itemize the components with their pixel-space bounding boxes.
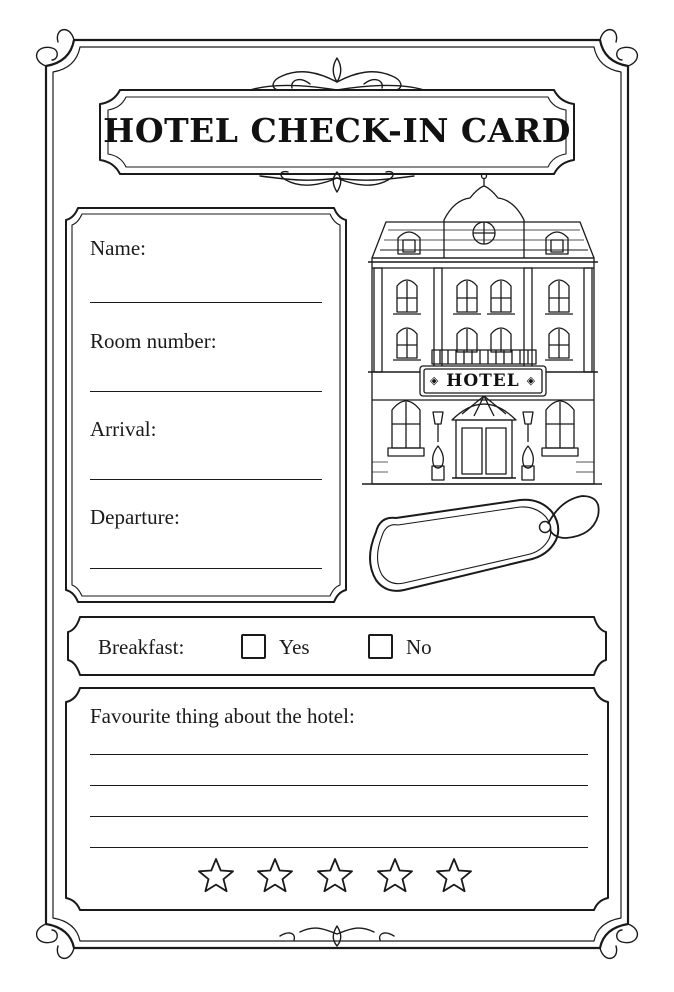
breakfast-no-checkbox[interactable]: [368, 634, 393, 659]
hotel-sign-text: HOTEL: [446, 371, 520, 391]
departure-field[interactable]: [90, 568, 322, 569]
page-title: HOTEL CHECK-IN CARD: [103, 111, 571, 150]
departure-label: Departure:: [90, 505, 180, 529]
flourish-icon: [37, 30, 638, 959]
name-field[interactable]: [90, 302, 322, 303]
bottom-ornament: [280, 926, 394, 946]
favourite-line-2[interactable]: [90, 785, 588, 786]
favourite-line-4[interactable]: [90, 847, 588, 848]
arrival-label: Arrival:: [90, 417, 157, 441]
favourite-label: Favourite thing about the hotel:: [90, 704, 355, 728]
breakfast-label: Breakfast:: [98, 635, 185, 659]
favourite-line-1[interactable]: [90, 754, 588, 755]
breakfast-yes-label: Yes: [279, 635, 310, 659]
room-number-field[interactable]: [90, 391, 322, 392]
name-label: Name:: [90, 236, 146, 260]
arrival-field[interactable]: [90, 479, 322, 480]
hotel-sign: [424, 368, 542, 394]
diamond-ornament-icon: ◈: [526, 374, 537, 387]
title-top-ornament: [250, 58, 424, 90]
key-tag-icon: [370, 496, 599, 591]
breakfast-yes-checkbox[interactable]: [241, 634, 266, 659]
breakfast-no-label: No: [406, 635, 432, 659]
favourite-line-3[interactable]: [90, 816, 588, 817]
hotel-building-icon: [362, 174, 602, 485]
diamond-ornament-icon: ◈: [429, 374, 440, 387]
room-number-label: Room number:: [90, 329, 217, 353]
